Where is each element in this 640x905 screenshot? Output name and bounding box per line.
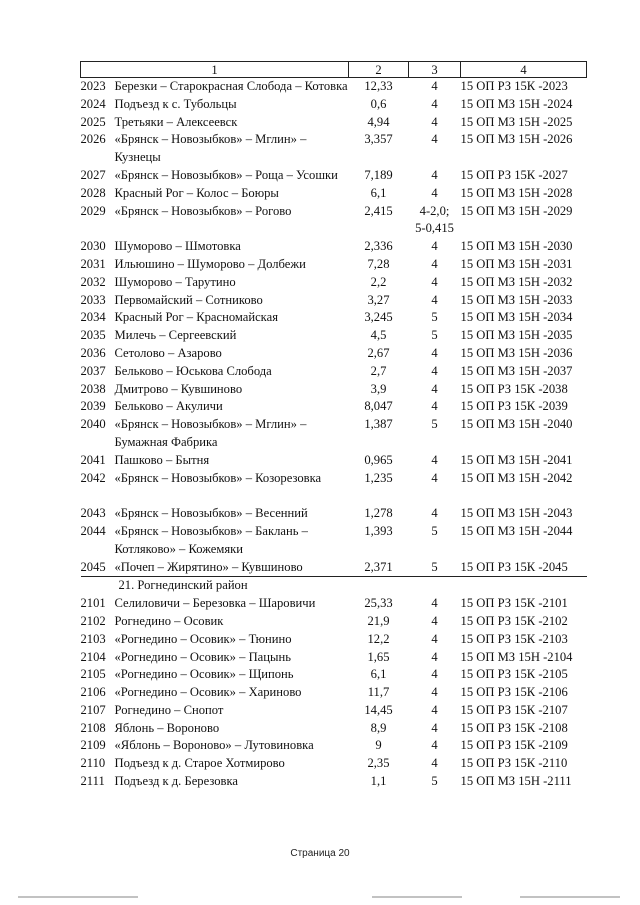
- road-code-cell: 2042: [80, 470, 106, 485]
- table-row: [81, 702, 587, 720]
- road-name-cell: Третьяки – Алексеевск: [114, 114, 238, 129]
- table-row: [81, 309, 587, 327]
- road-name-cell: Березки – Старокрасная Слобода – Котовка: [114, 79, 348, 93]
- road-category-cell: 4: [431, 506, 438, 521]
- road-id-cell: 15 ОП РЗ 15К -2045: [461, 559, 587, 577]
- road-name-cell: Селиловичи – Березовка – Шаровичи: [114, 596, 316, 611]
- table-row: [81, 559, 587, 577]
- road-id-cell: 15 ОП МЗ 15Н -2035: [460, 328, 573, 343]
- road-category-cell: 5: [431, 417, 438, 432]
- road-code-cell: 2104: [80, 649, 106, 664]
- road-length-cell: 21,9: [367, 613, 390, 628]
- road-id-cell: 15 ОП МЗ 15Н -2032: [460, 274, 573, 289]
- page-footer: Страница 20: [290, 848, 350, 859]
- road-code-cell: 2106: [80, 685, 106, 700]
- road-category-cell: [409, 203, 461, 239]
- road-code-cell: 2105: [80, 667, 106, 682]
- road-id-cell: 15 ОП МЗ 15Н -2026: [460, 132, 573, 147]
- road-id-cell: 15 ОП РЗ 15К -2110: [460, 756, 568, 771]
- road-id-cell: 15 ОП МЗ 15Н -2104: [460, 649, 573, 664]
- road-name-cell: Красный Рог – Красномайская: [114, 310, 278, 325]
- road-category-cell: 4: [431, 667, 438, 682]
- section-title: 21. Рогнединский район: [118, 578, 248, 593]
- table-row: [81, 631, 587, 649]
- header-col-2: 2: [349, 62, 409, 78]
- road-category-cell: 4: [431, 452, 438, 467]
- scan-artifact: [372, 896, 462, 898]
- header-col-4: 4: [461, 62, 587, 78]
- road-name-cell: Подъезд к д. Березовка: [114, 774, 238, 789]
- road-id-cell: 15 ОП МЗ 15Н -2028: [460, 185, 573, 200]
- table-row: [81, 381, 587, 399]
- road-length-cell: 3,27: [367, 292, 390, 307]
- road-category-cell: 4: [431, 256, 438, 271]
- table-row: [81, 292, 587, 310]
- road-code-cell: 2036: [80, 345, 106, 360]
- table-row: [81, 167, 587, 185]
- road-code-cell: 2043: [80, 506, 106, 521]
- road-length-cell: 2,2: [370, 274, 387, 289]
- table-row: [81, 613, 587, 631]
- road-code-cell: 2107: [80, 702, 106, 717]
- road-length-cell: 3,9: [370, 381, 387, 396]
- road-length-cell: 1,387: [364, 417, 393, 432]
- road-category-cell: 4: [431, 79, 438, 93]
- road-length-cell: 2,7: [370, 363, 387, 378]
- road-code-cell: 2110: [80, 756, 106, 771]
- road-name-cell: «Брянск – Новозыбков» – Мглин» – Кузнецы: [114, 132, 307, 165]
- road-length-cell: 0,6: [370, 96, 387, 111]
- road-name-cell: «Рогнедино – Осовик» – Тюнино: [114, 631, 292, 646]
- table-row: [81, 452, 587, 470]
- road-code-cell: 2108: [80, 720, 106, 735]
- road-length-cell: 12,33: [364, 79, 393, 93]
- road-id-cell: 15 ОП МЗ 15Н -2029: [460, 203, 573, 218]
- spacer-cell: [81, 487, 587, 505]
- road-code-cell: 2039: [80, 399, 106, 414]
- road-category-cell: 5: [431, 774, 438, 789]
- road-code-cell: 2029: [80, 203, 106, 218]
- road-name-cell: «Почеп – Жирятино» – Кувшиново: [115, 559, 349, 577]
- road-category-cell: 4: [431, 167, 438, 182]
- road-id-cell: 15 ОП МЗ 15Н -2042: [460, 470, 573, 485]
- table-row: [81, 684, 587, 702]
- table-row: [81, 773, 587, 791]
- road-name-cell: Первомайский – Сотниково: [114, 292, 263, 307]
- road-name-cell: «Яблонь – Вороново» – Лутовиновка: [114, 738, 314, 753]
- road-category-cell: 4: [431, 720, 438, 735]
- road-length-cell: 9: [375, 738, 382, 753]
- header-col-1: 1: [81, 62, 349, 78]
- road-category-cell: 4: [431, 756, 438, 771]
- road-code-cell: 2109: [80, 738, 106, 753]
- road-category-cell: 4: [431, 470, 438, 485]
- road-length-cell: 14,45: [364, 702, 393, 717]
- road-id-cell: 15 ОП МЗ 15Н -2044: [460, 523, 573, 538]
- road-code-cell: 2041: [80, 452, 106, 467]
- table-row: [81, 131, 587, 167]
- road-code-cell: 2023: [80, 79, 106, 93]
- road-id-cell: 15 ОП РЗ 15К -2038: [460, 381, 568, 396]
- road-code-cell: 2034: [80, 310, 106, 325]
- road-length-cell: 0,965: [364, 452, 393, 467]
- road-name-cell: Ильюшино – Шуморово – Долбежи: [114, 256, 306, 271]
- road-category-cell: 4: [431, 381, 438, 396]
- road-category-cell: 4: [431, 649, 438, 664]
- table-row: [81, 327, 587, 345]
- road-id-cell: 15 ОП МЗ 15Н -2030: [460, 239, 573, 254]
- table-row: [81, 256, 587, 274]
- road-id-cell: 15 ОП МЗ 15Н -2024: [460, 96, 573, 111]
- road-length-cell: 7,28: [367, 256, 390, 271]
- road-id-cell: 15 ОП РЗ 15К -2109: [460, 738, 568, 753]
- road-name-cell: «Брянск – Новозыбков» – Козорезовка: [114, 470, 322, 485]
- header-col-3: 3: [409, 62, 461, 78]
- road-category-cell: 4: [431, 132, 438, 147]
- table-row: [81, 238, 587, 256]
- road-code-cell: 2030: [80, 239, 106, 254]
- road-name-cell: Шуморово – Тарутино: [114, 274, 236, 289]
- road-code-cell: 2027: [80, 167, 106, 182]
- table-row: [81, 363, 587, 381]
- road-category-cell: 4: [431, 96, 438, 111]
- road-length-cell: 4,94: [367, 114, 390, 129]
- road-id-cell: 15 ОП РЗ 15К -2106: [460, 685, 568, 700]
- road-length-cell: 11,7: [367, 685, 390, 700]
- table-row: [81, 185, 587, 203]
- road-id-cell: 15 ОП МЗ 15Н -2031: [460, 256, 573, 271]
- road-category-cell: 5: [431, 523, 438, 538]
- table-row: [81, 505, 587, 523]
- road-length-cell: 2,371: [349, 559, 409, 577]
- road-length-cell: 25,33: [364, 596, 393, 611]
- road-id-cell: 15 ОП МЗ 15Н -2037: [460, 363, 573, 378]
- road-category-part: 5-0,415: [415, 221, 454, 236]
- road-id-cell: 15 ОП РЗ 15К -2027: [460, 167, 568, 182]
- road-name-cell: «Брянск – Новозыбков» – Мглин» – Бумажная Фабрика: [114, 417, 307, 449]
- road-length-cell: 2,35: [367, 756, 390, 771]
- road-length-cell: 2,336: [364, 239, 393, 254]
- road-name-cell: Пашково – Бытня: [114, 452, 210, 467]
- road-length-cell: 1,1: [370, 774, 387, 789]
- road-category-cell: 5: [431, 310, 438, 325]
- table-row: [81, 649, 587, 667]
- road-name-cell: Подъезд к с. Тубольцы: [114, 96, 237, 111]
- table-header-row: [81, 62, 587, 78]
- road-category-cell: 5: [431, 328, 438, 343]
- road-id-cell: 15 ОП МЗ 15Н -2033: [460, 292, 573, 307]
- table-row: [81, 595, 587, 613]
- road-length-cell: 8,047: [364, 399, 393, 414]
- road-category-cell: 4: [431, 185, 438, 200]
- table-row: [81, 345, 587, 363]
- road-category-cell: 4: [431, 274, 438, 289]
- road-length-cell: 8,9: [370, 720, 387, 735]
- road-name-cell: «Брянск – Новозыбков» – Баклань – Котляково» – Кожемяки: [114, 523, 308, 556]
- road-id-cell: 15 ОП РЗ 15К -2105: [460, 667, 568, 682]
- road-name-cell: Бельково – Акуличи: [114, 399, 223, 414]
- road-category-cell: 4: [431, 596, 438, 611]
- scan-artifact: [520, 896, 620, 898]
- table-row: [81, 398, 587, 416]
- road-id-cell: 15 ОП РЗ 15К -2103: [460, 631, 568, 646]
- road-length-cell: 1,393: [364, 523, 393, 538]
- road-length-cell: 12,2: [367, 631, 390, 646]
- road-code-cell: 2028: [80, 185, 106, 200]
- road-id-cell: 15 ОП МЗ 15Н -2043: [460, 506, 573, 521]
- table-row: [81, 274, 587, 292]
- road-name-cell: Рогнедино – Осовик: [114, 613, 224, 628]
- road-name-cell: Милечь – Сергеевский: [114, 328, 237, 343]
- road-length-cell: 3,245: [364, 310, 393, 325]
- table-row: [81, 666, 587, 684]
- road-name-cell: Дмитрово – Кувшиново: [114, 381, 243, 396]
- road-name-cell: «Рогнедино – Осовик» – Хариново: [114, 685, 302, 700]
- road-length-cell: 1,278: [364, 506, 393, 521]
- road-length-cell: 2,67: [367, 345, 390, 360]
- road-length-cell: 1,65: [367, 649, 390, 664]
- road-category-part: 4-2,0;: [419, 203, 450, 218]
- table-row: [81, 416, 587, 452]
- road-code-cell: 2024: [80, 96, 106, 111]
- road-category-cell: 4: [431, 292, 438, 307]
- road-name-cell: Сетолово – Азарово: [114, 345, 222, 360]
- road-category-cell: 4: [431, 613, 438, 628]
- section-header-row: [81, 577, 587, 595]
- road-id-cell: 15 ОП РЗ 15К -2108: [460, 720, 568, 735]
- road-name-cell: Бельково – Юськова Слобода: [114, 363, 272, 378]
- road-code-cell: 2111: [80, 774, 105, 789]
- road-name-cell: «Рогнедино – Осовик» – Щипонь: [114, 667, 294, 682]
- road-length-cell: 2,415: [364, 203, 393, 218]
- road-length-cell: 3,357: [364, 132, 393, 147]
- road-code-cell: 2038: [80, 381, 106, 396]
- road-category-cell: 4: [431, 345, 438, 360]
- road-category-cell: 4: [431, 702, 438, 717]
- table-body: [81, 78, 587, 791]
- road-code-cell: 2037: [80, 363, 106, 378]
- road-code-cell: 2102: [80, 613, 106, 628]
- table-row: [81, 720, 587, 738]
- road-category-cell: 4: [431, 631, 438, 646]
- table-spacer-row: [81, 487, 587, 505]
- table-row: [81, 203, 587, 239]
- roads-table: [80, 61, 587, 791]
- table-row: [81, 470, 587, 488]
- road-id-cell: 15 ОП РЗ 15К -2107: [460, 702, 568, 717]
- road-id-cell: 15 ОП РЗ 15К -2023: [460, 79, 568, 93]
- table-row: [81, 114, 587, 132]
- road-name-cell: Шуморово – Шмотовка: [114, 239, 241, 254]
- road-id-cell: 15 ОП РЗ 15К -2102: [460, 613, 568, 628]
- road-id-cell: 15 ОП РЗ 15К -2039: [460, 399, 568, 414]
- road-length-cell: 6,1: [370, 667, 387, 682]
- road-code-cell: 2032: [80, 274, 106, 289]
- road-name-cell: «Брянск – Новозыбков» – Роща – Усошки: [114, 167, 338, 182]
- road-code-cell: 2033: [80, 292, 106, 307]
- scan-artifact: [18, 896, 138, 898]
- road-code-cell: 2103: [80, 631, 106, 646]
- road-name-cell: «Брянск – Новозыбков» – Весенний: [114, 506, 308, 521]
- road-code-cell: 2045: [81, 559, 115, 577]
- road-category-cell: 4: [431, 685, 438, 700]
- table-row: [81, 78, 587, 96]
- road-length-cell: 6,1: [370, 185, 387, 200]
- road-name-cell: Яблонь – Вороново: [114, 720, 220, 735]
- road-id-cell: 15 ОП МЗ 15Н -2034: [460, 310, 573, 325]
- road-code-cell: 2031: [80, 256, 106, 271]
- road-name-cell: Красный Рог – Колос – Боюры: [114, 185, 279, 200]
- road-code-cell: 2025: [80, 114, 106, 129]
- table-row: [81, 96, 587, 114]
- road-code-cell: 2040: [80, 417, 106, 432]
- road-code-cell: 2044: [80, 523, 106, 538]
- road-category-cell: 4: [431, 399, 438, 414]
- table-row: [81, 523, 587, 559]
- road-name-cell: «Брянск – Новозыбков» – Рогово: [114, 203, 292, 218]
- table-row: [81, 755, 587, 773]
- road-id-cell: 15 ОП МЗ 15Н -2041: [460, 452, 573, 467]
- road-category-cell: 5: [409, 559, 461, 577]
- road-name-cell: «Рогнедино – Осовик» – Пацынь: [114, 649, 291, 664]
- road-length-cell: 4,5: [370, 328, 387, 343]
- road-category-cell: 4: [431, 239, 438, 254]
- road-id-cell: 15 ОП МЗ 15Н -2040: [460, 417, 573, 432]
- road-length-cell: 1,235: [364, 470, 393, 485]
- road-category-cell: 4: [431, 363, 438, 378]
- road-id-cell: 15 ОП РЗ 15К -2101: [460, 596, 568, 611]
- road-category-cell: 4: [431, 114, 438, 129]
- road-code-cell: 2026: [80, 132, 106, 147]
- road-name-cell: Рогнедино – Снопот: [114, 702, 224, 717]
- road-id-cell: 15 ОП МЗ 15Н -2111: [460, 774, 572, 789]
- road-name-cell: Подъезд к д. Старое Хотмирово: [114, 756, 285, 771]
- road-code-cell: 2101: [80, 596, 106, 611]
- table-row: [81, 737, 587, 755]
- road-id-cell: 15 ОП МЗ 15Н -2036: [460, 345, 573, 360]
- road-length-cell: 7,189: [364, 167, 393, 182]
- road-category-cell: 4: [431, 738, 438, 753]
- road-id-cell: 15 ОП МЗ 15Н -2025: [460, 114, 573, 129]
- road-code-cell: 2035: [80, 328, 106, 343]
